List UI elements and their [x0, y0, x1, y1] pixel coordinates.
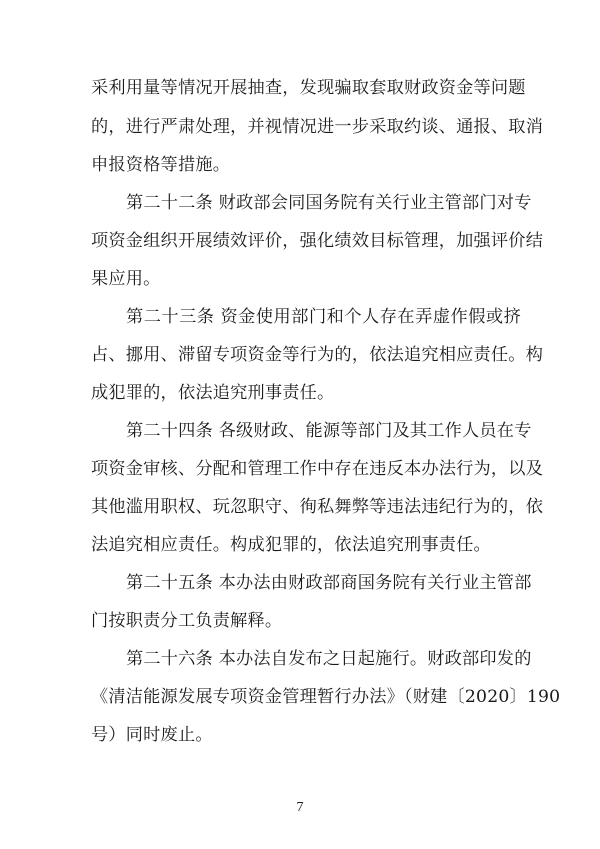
article-23-line-3: 成犯罪的，依法追究刑事责任。 [91, 383, 335, 403]
continuation-line-1: 采利用量等情况开展抽查，发现骗取套取财政资金等问题 [91, 78, 526, 98]
article-26-line-3: 号）同时废止。 [91, 725, 213, 745]
article-25-line-2: 门按职责分工负责解释。 [91, 611, 283, 631]
article-22-line-2: 项资金组织开展绩效评价，强化绩效目标管理，加强评价结 [91, 231, 544, 251]
article-22-line-1: 第二十二条 财政部会同国务院有关行业主管部门对专 [126, 193, 532, 213]
article-24-line-4: 法追究相应责任。构成犯罪的，依法追究刑事责任。 [91, 535, 491, 555]
continuation-line-3: 申报资格等措施。 [91, 155, 231, 175]
article-23-line-1: 第二十三条 资金使用部门和个人存在弄虚作假或挤 [126, 307, 521, 327]
page-number: 7 [296, 800, 304, 815]
continuation-line-2: 的，进行严肃处理，并视情况进一步采取约谈、通报、取消 [91, 117, 544, 137]
article-23-line-2: 占、挪用、滞留专项资金等行为的，依法追究相应责任。构 [91, 345, 544, 365]
article-26-line-2: 《清洁能源发展专项资金管理暂行办法》（财建〔2020〕190 [91, 687, 561, 707]
article-24-line-1: 第二十四条 各级财政、能源等部门及其工作人员在专 [126, 421, 532, 441]
article-24-line-3: 其他滥用职权、玩忽职守、徇私舞弊等违法违纪行为的，依 [91, 497, 544, 517]
article-25-line-1: 第二十五条 本办法由财政部商国务院有关行业主管部 [126, 573, 532, 593]
article-26-line-1: 第二十六条 本办法自发布之日起施行。财政部印发的 [126, 649, 532, 669]
article-24-line-2: 项资金审核、分配和管理工作中存在违反本办法行为，以及 [91, 459, 544, 479]
article-22-line-3: 果应用。 [91, 269, 161, 289]
